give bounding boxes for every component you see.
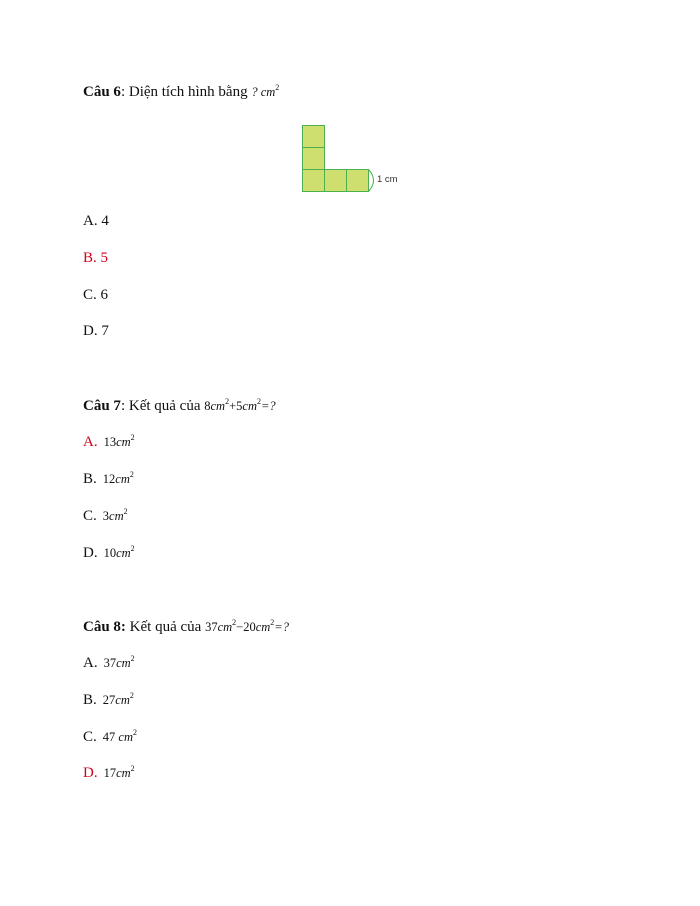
q8-option-b-unit: cm	[115, 693, 130, 707]
q7-option-b-value	[103, 472, 134, 486]
question-8-title	[83, 619, 289, 636]
q6-option-a-value: 4	[101, 213, 109, 229]
question-6-separator: :	[120, 84, 126, 100]
unit-brace	[369, 170, 374, 191]
q8-expr-sup2: 2	[270, 618, 275, 627]
question-7-title	[83, 398, 276, 415]
q8-option-c-letter: C.	[83, 729, 97, 745]
question-7-expression	[204, 399, 275, 413]
q7-option-a-letter: A.	[83, 434, 98, 450]
q6-option-a	[83, 213, 109, 230]
q7-expr-sup2: 2	[256, 397, 261, 406]
q7-option-d-letter: D.	[83, 545, 98, 561]
figure-square-2	[303, 148, 325, 170]
q7-option-a-value	[104, 435, 135, 449]
q8-expr-num1: 37	[205, 620, 218, 634]
q8-option-d-value	[104, 766, 135, 780]
q8-expr-unit1: cm	[217, 620, 233, 634]
question-8-text: Kết quả của	[125, 619, 206, 635]
q8-option-b-value	[103, 693, 134, 707]
q7-expr-unit1: cm	[210, 399, 226, 413]
question-7-text: Kết quả của	[125, 398, 205, 414]
q8-option-b-letter: B.	[83, 692, 97, 708]
q7-expr-num1: 8	[204, 399, 211, 413]
q7-option-d	[83, 545, 135, 562]
figure-square-1	[303, 126, 325, 148]
q8-option-a-num: 37	[103, 656, 117, 670]
q8-option-d-letter: D.	[83, 765, 98, 781]
question-6-number: Câu 6	[83, 84, 121, 100]
q7-option-a-sup: 2	[130, 433, 135, 442]
q6-option-d-value: 7	[101, 323, 109, 339]
q6-option-c-letter: C.	[83, 287, 97, 303]
question-6-math-unit: cm	[260, 85, 276, 99]
q7-option-a-num: 13	[103, 435, 117, 449]
q8-option-c-num: 47	[102, 730, 116, 744]
q6-option-c	[83, 287, 108, 304]
q6-option-b-value: 5	[100, 250, 109, 266]
q7-expr-unit2: cm	[242, 399, 257, 413]
figure-square-3	[303, 170, 325, 192]
q8-option-d	[83, 765, 135, 782]
question-7-separator: :	[120, 398, 126, 414]
q6-option-b	[83, 250, 108, 267]
q7-expr-equals: =?	[260, 399, 276, 413]
q8-option-c-sup: 2	[132, 728, 137, 737]
l-shape-figure	[300, 124, 410, 196]
q7-expr-sup1: 2	[225, 397, 230, 406]
question-6-math	[251, 85, 279, 99]
q7-option-d-unit: cm	[116, 546, 131, 560]
q7-option-c-letter: C.	[83, 508, 97, 524]
q8-option-c-value	[103, 730, 137, 744]
q8-option-a	[83, 655, 135, 672]
q7-expr-num2: +5	[229, 399, 243, 413]
q8-option-d-unit: cm	[116, 766, 131, 780]
q7-option-c-unit: cm	[109, 509, 124, 523]
question-7-number: Câu 7	[83, 398, 121, 414]
q6-option-b-letter: B.	[83, 250, 97, 266]
q7-option-d-value	[104, 546, 135, 560]
q8-expr-sup1: 2	[232, 618, 237, 627]
q7-option-b-letter: B.	[83, 471, 97, 487]
q8-option-c	[83, 729, 137, 746]
q7-option-c-sup: 2	[123, 507, 128, 516]
question-8-expression	[205, 620, 289, 634]
question-6-text: Diện tích hình bằng	[125, 84, 252, 100]
q7-option-b	[83, 471, 134, 488]
q7-option-a-unit: cm	[116, 435, 131, 449]
q8-option-d-sup: 2	[130, 764, 135, 773]
q7-option-d-sup: 2	[130, 544, 135, 553]
q7-option-a	[83, 434, 135, 451]
q8-option-b-num: 27	[102, 693, 116, 707]
question-8-number: Câu 8:	[83, 619, 126, 635]
question-6-math-sup: 2	[275, 83, 280, 92]
q7-option-b-num: 12	[102, 472, 116, 486]
q8-option-a-letter: A.	[83, 655, 98, 671]
q8-option-b	[83, 692, 134, 709]
q8-option-a-sup: 2	[130, 654, 135, 663]
q7-option-d-num: 10	[103, 546, 117, 560]
question-6-title	[83, 84, 279, 101]
q8-option-b-sup: 2	[129, 691, 134, 700]
q8-expr-equals: =?	[274, 620, 289, 634]
q8-expr-unit2: cm	[255, 620, 271, 634]
q7-option-b-sup: 2	[129, 470, 134, 479]
q8-option-a-unit: cm	[116, 656, 131, 670]
figure-square-5	[347, 170, 369, 192]
unit-label: 1 cm	[377, 174, 398, 185]
q8-option-d-num: 17	[103, 766, 117, 780]
q8-expr-num2: −20	[236, 620, 256, 634]
figure-square-4	[325, 170, 347, 192]
q7-option-b-unit: cm	[115, 472, 130, 486]
q8-option-c-unit: cm	[118, 730, 133, 744]
q7-option-c-num: 3	[102, 509, 110, 523]
q6-option-a-letter: A.	[83, 213, 98, 229]
q6-option-d-letter: D.	[83, 323, 98, 339]
question-6-math-pre: ?	[251, 85, 258, 99]
q6-option-c-value: 6	[100, 287, 109, 303]
q8-option-a-value	[104, 656, 135, 670]
q7-option-c	[83, 508, 128, 525]
q7-option-c-value	[103, 509, 128, 523]
q6-option-d	[83, 323, 109, 340]
